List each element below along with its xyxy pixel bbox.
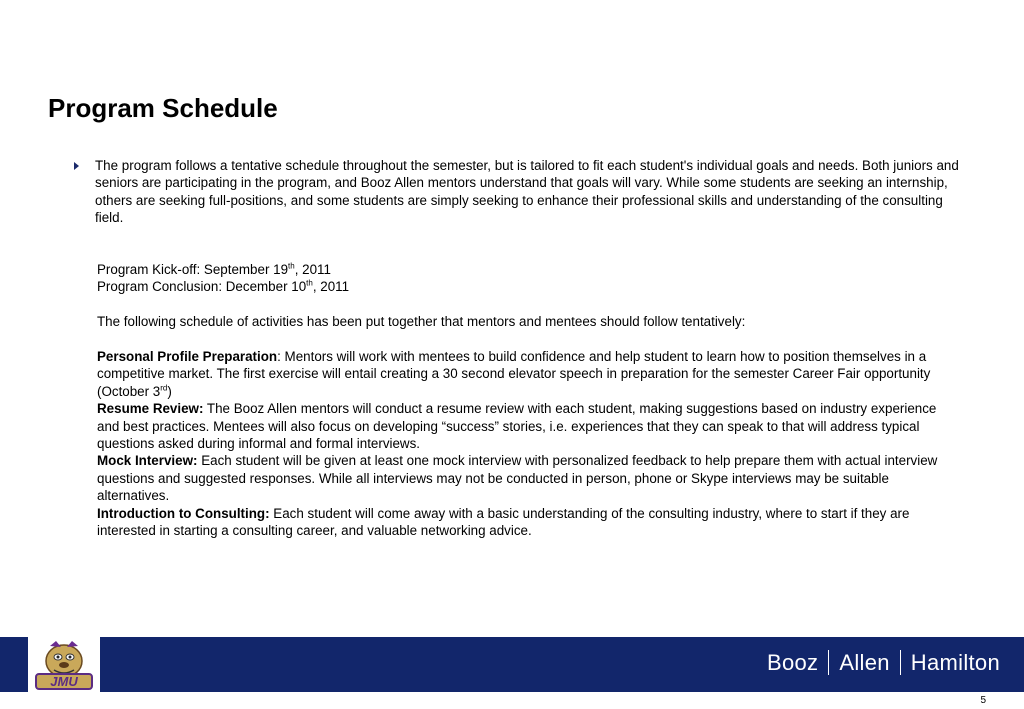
jmu-bulldog-icon — [28, 637, 100, 692]
footer-bar — [0, 637, 1024, 692]
booz-allen-hamilton-logo: Booz Allen Hamilton — [767, 650, 1000, 675]
svg-text:JMU: JMU — [50, 674, 78, 689]
activity-intro-consulting: Introduction to Consulting: Each student will come away with a basic understanding of the consulting industry, where to start if they are interested in starting a consulting career, and valuable networking advice. — [97, 505, 910, 539]
page-title: Program Schedule — [48, 93, 278, 123]
triangle-bullet-icon — [74, 162, 79, 170]
activity-profile-preparation: Personal Profile Preparation: Mentors will work with mentees to build confidence and help student to learn how to position themselves in a competitive market. The first exercise will entail creating a 30 second elevator speech in preparation for the semester Career Fair opportunity (October 3rd) — [97, 349, 931, 399]
intro-bullet — [74, 157, 964, 227]
schedule-body — [97, 261, 959, 539]
activity-resume-review: Resume Review: The Booz Allen mentors will conduct a resume review with each student, making suggestions based on industry experience and best practices. Mentees will also focus on developing “success” stories, i.e. experiences that they can speak to that will address typical questions asked during informal and formal interviews. — [97, 401, 937, 452]
conclusion-line: Program Conclusion: December 10th, 2011 — [97, 278, 350, 295]
page-number: 5 — [980, 695, 986, 706]
schedule-intro: The following schedule of activities has been put together that mentors and mentees should follow tentatively: — [97, 314, 746, 330]
intro-text: The program follows a tentative schedule throughout the semester, but is tailored to fit each student's individual goals and needs. Both juniors and seniors are participating in the program, and Booz Allen mentors understand that goals will vary. While some students are seeking an internship, others are seeking full-positions, and some students are simply seeking to enhance their professional skills and understanding of the consulting field. — [95, 158, 959, 226]
jmu-logo — [28, 637, 100, 692]
kickoff-line: Program Kick-off: September 19th, 2011 — [97, 261, 331, 277]
activity-mock-interview: Mock Interview: Each student will be given at least one mock interview with personalized feedback to help prepare them with actual interview questions and suggested responses. While all interviews may not be conducted in person, phone or Skype interviews may be suitable alternatives. — [97, 453, 938, 504]
